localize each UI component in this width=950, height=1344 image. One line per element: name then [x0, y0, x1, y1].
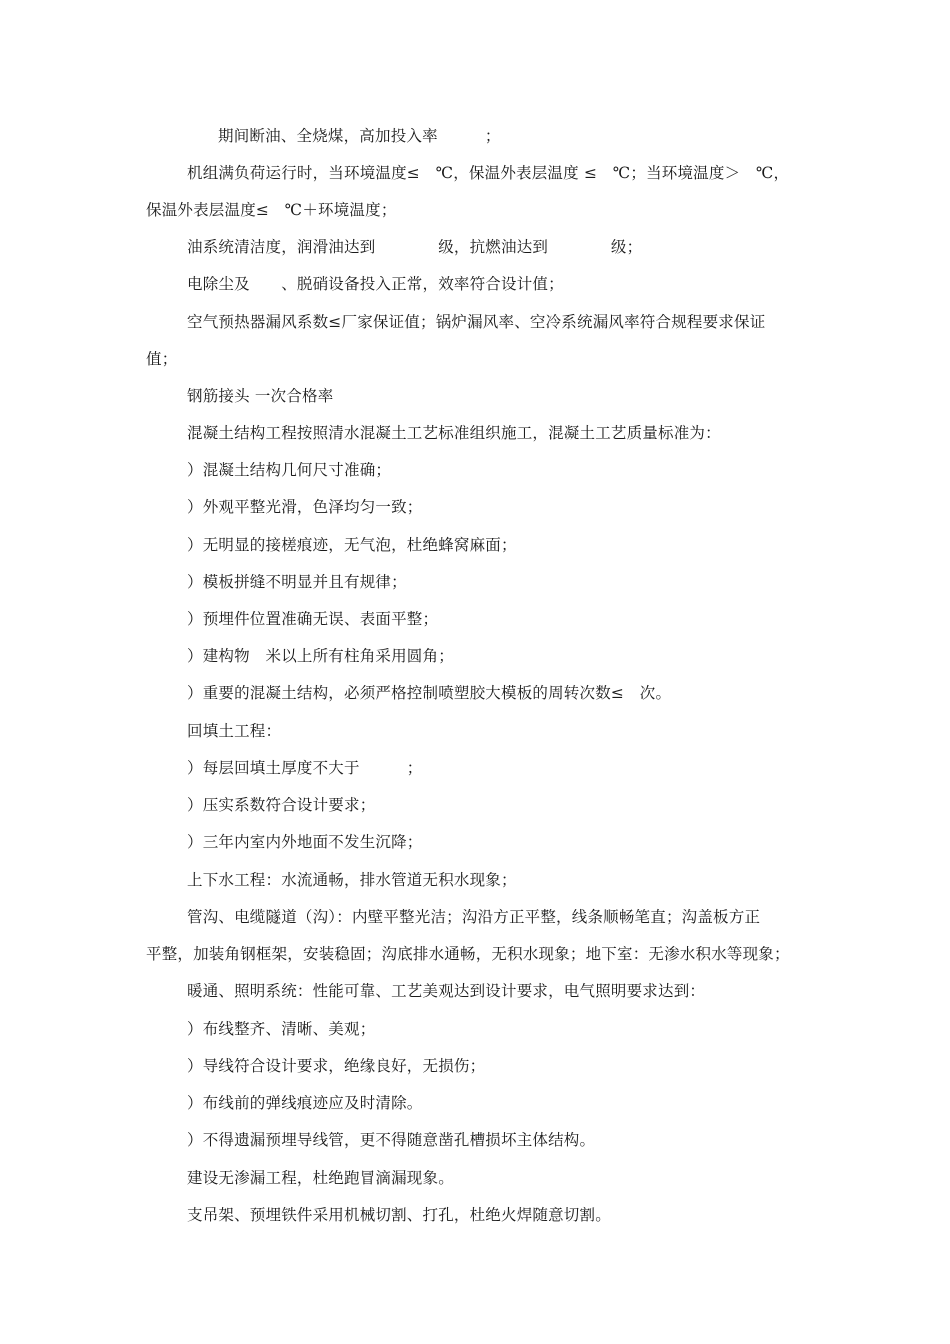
- text-line: 平整，加装角钢框架，安装稳固；沟底排水通畅，无积水现象；地下室：无渗水积水等现象；: [146, 945, 790, 963]
- text-line: 电除尘及 、脱硝设备投入正常，效率符合设计值；: [187, 275, 564, 293]
- list-item: ）布线前的弹线痕迹应及时清除。: [187, 1094, 423, 1112]
- text-line: 油系统清洁度，润滑油达到 级，抗燃油达到 级；: [187, 238, 643, 256]
- list-item: ）导线符合设计要求，绝缘良好，无损伤；: [187, 1057, 486, 1075]
- list-item: ）无明显的接槎痕迹，无气泡，杜绝蜂窝麻面；: [187, 536, 517, 554]
- list-item: ）重要的混凝土结构，必须严格控制喷塑胶大模板的周转次数≤ 次。: [187, 684, 672, 702]
- list-item: ）预埋件位置准确无误、表面平整；: [187, 610, 439, 628]
- list-item: ）不得遗漏预埋导线管，更不得随意凿孔槽损坏主体结构。: [187, 1131, 596, 1149]
- list-item: ）外观平整光滑，色泽均匀一致；: [187, 498, 423, 516]
- text-line: 支吊架、预埋铁件采用机械切割、打孔，杜绝火焊随意切割。: [187, 1206, 611, 1224]
- list-item: ）建构物 米以上所有柱角采用圆角；: [187, 647, 454, 665]
- text-line: 机组满负荷运行时，当环境温度≤ ℃，保温外表层温度 ≤ ℃；当环境温度＞ ℃，: [187, 164, 790, 182]
- section-heading: 回填土工程：: [187, 722, 282, 740]
- text-line: 期间断油、全烧煤，高加投入率 ；: [218, 127, 501, 145]
- text-line: 上下水工程：水流通畅，排水管道无积水现象；: [187, 871, 517, 889]
- list-item: ）每层回填土厚度不大于 ；: [187, 759, 423, 777]
- text-line: 暖通、照明系统：性能可靠、工艺美观达到设计要求，电气照明要求达到：: [187, 982, 706, 1000]
- list-item: ）布线整齐、清晰、美观；: [187, 1020, 376, 1038]
- text-line: 钢筋接头 一次合格率: [187, 387, 334, 405]
- text-line: 管沟、电缆隧道（沟）：内壁平整光洁；沟沿方正平整，线条顺畅笔直；沟盖板方正: [187, 908, 761, 926]
- text-line: 混凝土结构工程按照清水混凝土工艺标准组织施工，混凝土工艺质量标准为：: [187, 424, 721, 442]
- list-item: ）压实系数符合设计要求；: [187, 796, 376, 814]
- list-item: ）模板拼缝不明显并且有规律；: [187, 573, 407, 591]
- text-line: 值；: [146, 350, 178, 368]
- list-item: ）三年内室内外地面不发生沉降；: [187, 833, 423, 851]
- text-line: 建设无渗漏工程，杜绝跑冒滴漏现象。: [187, 1169, 454, 1187]
- text-line: 空气预热器漏风系数≤厂家保证值；锅炉漏风率、空冷系统漏风率符合规程要求保证: [187, 313, 766, 331]
- list-item: ）混凝土结构几何尺寸准确；: [187, 461, 392, 479]
- text-line: 保温外表层温度≤ ℃＋环境温度；: [146, 201, 397, 219]
